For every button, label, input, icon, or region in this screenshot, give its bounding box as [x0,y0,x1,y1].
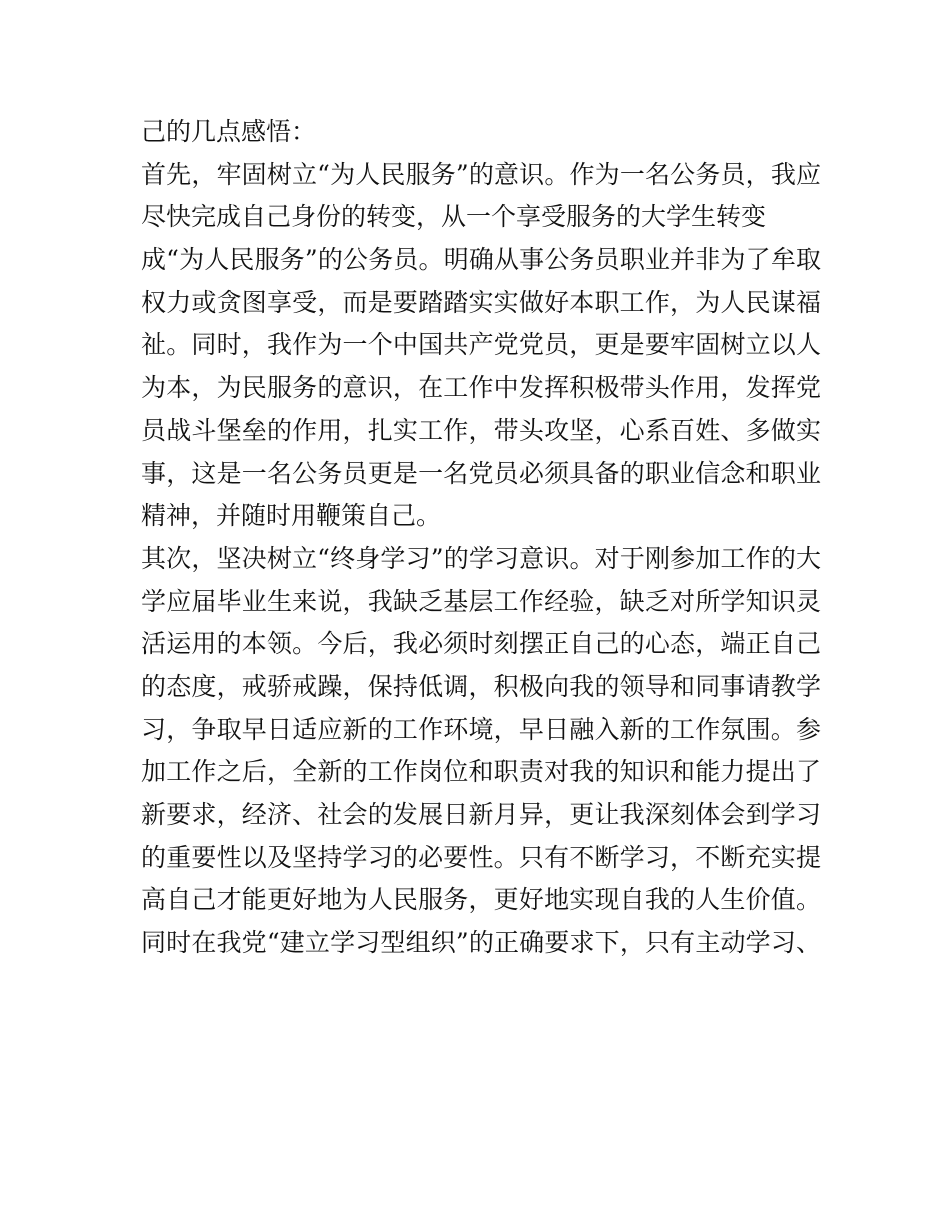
body-text [141,111,821,965]
text-line: 新要求，经济、社会的发展日新月异，更让我深刻体会到学习 [141,800,821,829]
text-line: 为本，为民服务的意识，在工作中发挥积极带头作用，发挥党 [141,373,821,403]
text-line: 成“为人民服务”的公务员。明确从事公务员职业并非为了牟取 [141,245,821,275]
text-line: 习，争取早日适应新的工作环境，早日融入新的工作氛围。参 [141,714,821,744]
text-line: 首先，牢固树立“为人民服务”的意识。作为一名公务员，我应 [141,159,821,189]
text-line: 学应届毕业生来说，我缺乏基层工作经验，缺乏对所学知识灵 [141,586,821,616]
text-line: 精神，并随时用鞭策自己。 [141,501,442,531]
text-line: 活运用的本领。今后，我必须时刻摆正自己的心态，端正自己 [141,629,821,659]
text-line: 祉。同时，我作为一个中国共产党党员，更是要牢固树立以人 [141,330,821,360]
text-line: 己的几点感悟： [141,117,317,146]
text-line: 加工作之后，全新的工作岗位和职责对我的知识和能力提出了 [141,757,821,787]
text-line: 员战斗堡垒的作用，扎实工作，带头攻坚，心系百姓、多做实 [141,415,821,445]
text-line: 的重要性以及坚持学习的必要性。只有不断学习，不断充实提 [141,842,821,872]
text-line: 权力或贪图享受，而是要踏踏实实做好本职工作，为人民谋福 [141,287,821,317]
text-line: 尽快完成自己身份的转变，从一个享受服务的大学生转变 [141,202,767,232]
text-line: 其次，坚决树立“终身学习”的学习意识。对于刚参加工作的大 [141,543,821,573]
text-line: 同时在我党“建立学习型组织”的正确要求下，只有主动学习、 [141,928,821,958]
text-line: 的态度，戒骄戒躁，保持低调，积极向我的领导和同事请教学 [141,671,821,701]
text-line: 事，这是一名公务员更是一名党员必须具备的职业信念和职业 [141,458,821,488]
text-line: 高自己才能更好地为人民服务，更好地实现自我的人生价值。 [141,885,821,915]
